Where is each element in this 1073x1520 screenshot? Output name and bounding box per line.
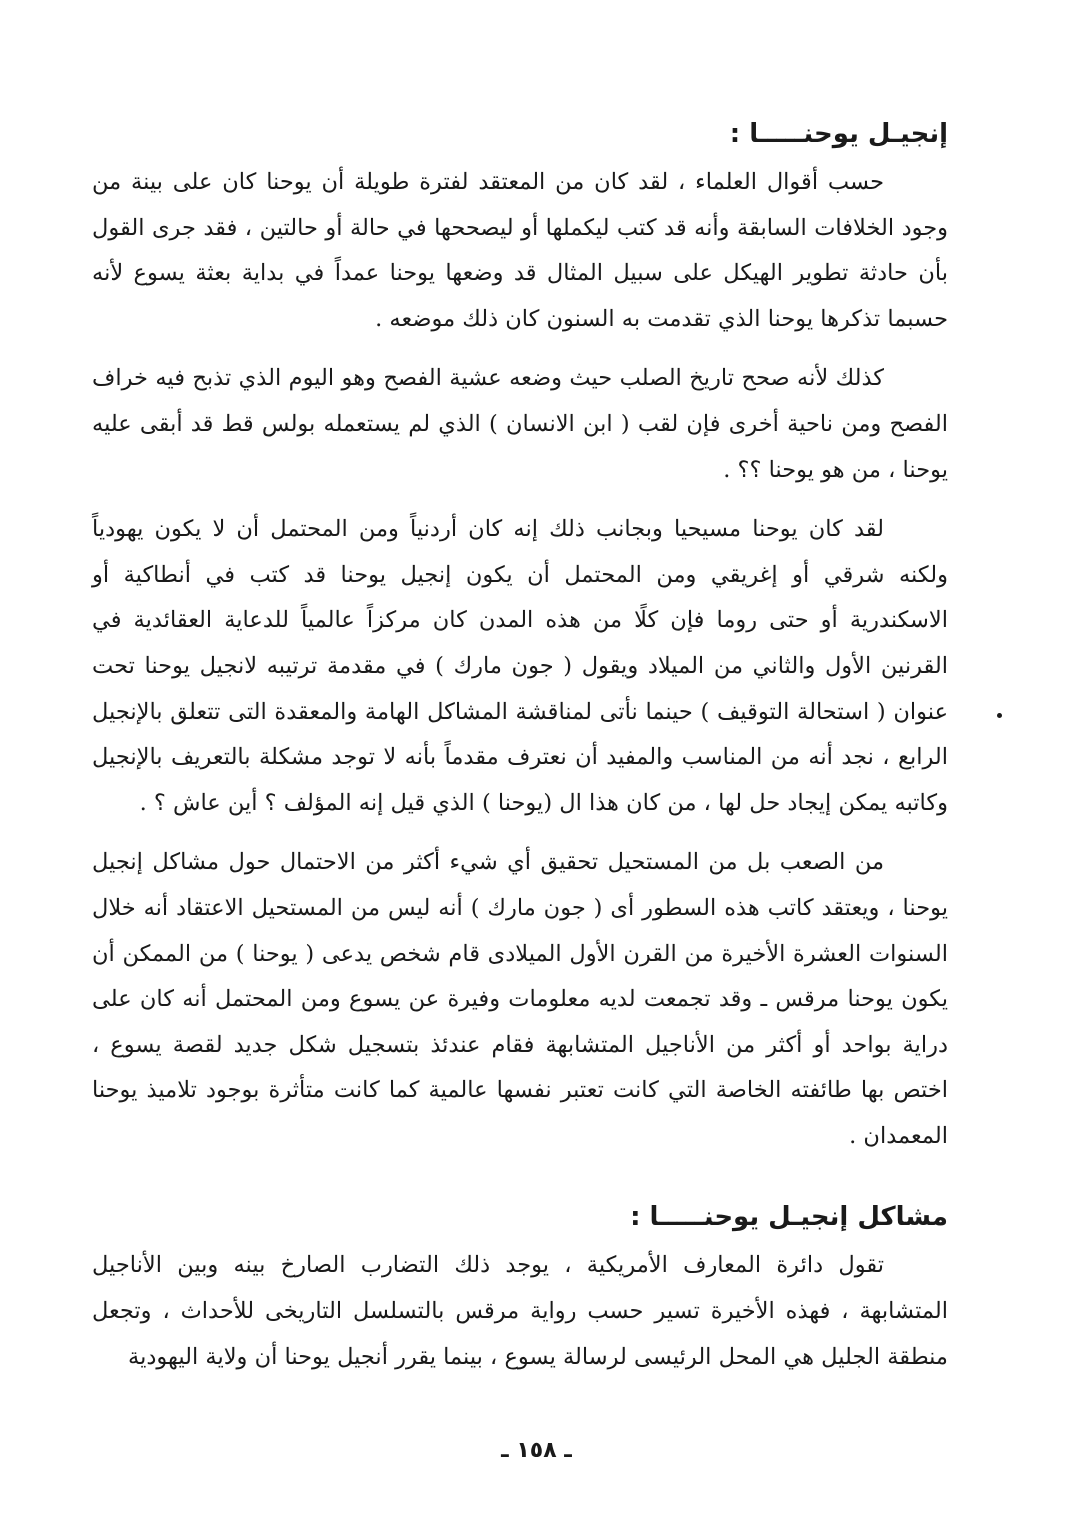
page-content (92, 112, 948, 1394)
margin-mark (997, 713, 1002, 718)
section-heading-problems-of-gospel-of-john: مشاكل إنجيـل يوحنـــــا : (630, 1202, 948, 1233)
page-number: ـ ١٥٨ ـ (501, 1438, 572, 1463)
paragraph: حسب أقوال العلماء ، لقد كان من المعتقد لفترة طويلة أن يوحنا كان على بينة من وجود الخلافات السابقة وأنه قد كتب ليكملها أو ليصححها في حالة أو حالتين ، فقد جرى القول بأن حادثة تطوير الهيكل على سبيل المثال قد وضعها يوحنا عمداً في بداية بعثة يسوع لأنه حسبما تذكرها يوحنا الذي تقدمت به السنون كان ذلك موضعه . (92, 169, 948, 332)
paragraph: لقد كان يوحنا مسيحيا وبجانب ذلك إنه كان أردنياً ومن المحتمل أن لا يكون يهودياً ولكنه شرقي أو إغريقي ومن المحتمل أن يكون إنجيل يوحنا قد كتب في أنطاكية أو الاسكندرية أو حتى روما فإن كلًا من هذه المدن كان مركزاً عالمياً للدعاية العقائدية في القرنين الأول والثاني من الميلاد ويقول ( جون مارك ) في مقدمة ترتيبه لانجيل يوحنا تحت عنوان ( استحالة التوقيف ) حينما نأتى لمناقشة المشاكل الهامة والمعقدة التى تتعلق بالإنجيل الرابع ، نجد أنه من المناسب والمفيد أن نعترف مقدماً بأنه لا توجد مشكلة بالتعريف بالإنجيل وكاتبه يمكن إيجاد حل لها ، من كان هذا ال (يوحنا ) الذي قيل إنه المؤلف ؟ أين عاش ؟ . (92, 516, 948, 816)
paragraph: من الصعب بل من المستحيل تحقيق أي شيء أكثر من الاحتمال حول مشاكل إنجيل يوحنا ، ويعتقد كاتب هذه السطور أى ( جون مارك ) أنه ليس من المستحيل الاعتقاد أنه خلال السنوات العشرة الأخيرة من القرن الأول الميلادى قام شخص يدعى ( يوحنا ) من الممكن أن يكون يوحنا مرقس ـ وقد تجمعت لديه معلومات وفيرة عن يسوع ومن المحتمل أنه كان على دراية بواحد أو أكثر من الأناجيل المتشابهة فقام عندئذ بتسجيل شكل جديد لقصة يسوع ، اختص بها طائفته الخاصة التي كانت تعتبر نفسها عالمية كما كانت متأثرة بوجود تلاميذ يوحنا المعمدان . (92, 849, 948, 1149)
paragraph: كذلك لأنه صحح تاريخ الصلب حيث وضعه عشية الفصح وهو اليوم الذي تذبح فيه خراف الفصح ومن ناحية أخرى فإن لقب ( ابن الانسان ) الذي لم يستعمله بولس قط قد أبقى عليه يوحنا ، من هو يوحنا ؟؟ . (92, 365, 948, 483)
section-heading-gospel-of-john: إنجيـل يوحنـــــا : (729, 119, 948, 149)
paragraph: تقول دائرة المعارف الأمريكية ، يوجد ذلك التضارب الصارخ بينه وبين الأناجيل المتشابهة ، فهذه الأخيرة تسير حسب رواية مرقس بالتسلسل التاريخى للأحداث ، وتجعل منطقة الجليل هي المحل الرئيسى لرسالة يسوع ، بينما يقرر أنجيل يوحنا أن ولاية اليهودية (92, 1252, 948, 1370)
